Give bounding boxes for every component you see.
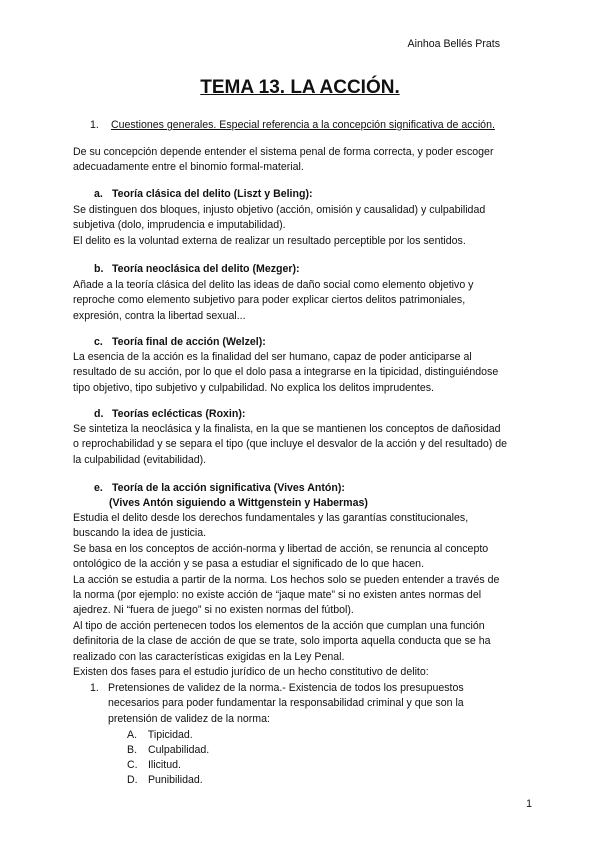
subsection-title: Teoría de la acción significativa (Vives Antón): — [111, 482, 345, 494]
subsection-letter: c. — [94, 336, 103, 348]
section-1-text: Cuestiones generales. Especial referencia a la concepción significativa de acción. — [110, 119, 495, 131]
alpha-letter: D. — [127, 774, 138, 786]
body-line: La acción se estudia a partir de la norma. Los hechos solo se pueden entender a través de — [73, 573, 500, 586]
body-line: subjetiva (dolo, imprudencia e imputabilidad). — [73, 219, 286, 232]
subsection-c-heading — [94, 335, 266, 350]
body-line: resultado de su acción, por lo que el dolo pasa a integrarse en la tipicidad, distinguiéndose — [73, 366, 499, 379]
alpha-list-item — [127, 743, 209, 758]
body-line: la norma (por ejemplo: no existe acción de “jaque mate” si no existen antes normas del — [73, 589, 482, 602]
body-line: Se sintetiza la neoclásica y la finalista, en la que se mantienen los conceptos de dañosidad — [73, 423, 501, 435]
section-1-heading — [90, 118, 495, 133]
list-number: 1. — [90, 682, 99, 694]
body-line: tipo objetivo, tipo subjetivo y culpabilidad. No explica los delitos imprudentes. — [73, 381, 434, 394]
body-line: reproche como elemento subjetivo para poder explicar ciertos delitos patrimoniales, — [73, 294, 466, 307]
body-line: la culpabilidad (evitabilidad). — [73, 453, 207, 466]
numbered-list-item — [90, 681, 530, 727]
subsection-letter: b. — [94, 263, 104, 275]
subsection-title: Teoría final de acción (Welzel): — [111, 336, 266, 348]
subsection-d-body — [73, 422, 533, 468]
body-line: Estudia el delito desde los derechos fundamentales y las garantías constitucionales, — [73, 512, 469, 524]
alpha-letter: B. — [127, 744, 138, 756]
page-title: TEMA 13. LA ACCIÓN. — [200, 77, 400, 98]
body-line: Se basa en los conceptos de acción-norma y libertad de acción, se renuncia al concepto — [73, 542, 489, 555]
body-line: expresión, contra la libertad sexual... — [73, 309, 246, 322]
body-line: buscando la idea de justicia. — [73, 527, 207, 540]
body-line: ontológico de la acción y se pasa a estudiar el significado de lo que hacen. — [73, 558, 425, 571]
list-line: Pretensiones de validez de la norma.- Existencia de todos los presupuestos — [108, 682, 464, 694]
body-line: o reprochabilidad y se separa el tipo (que incluye el desvalor de la acción y del resultado) de — [73, 438, 508, 451]
alpha-letter: A. — [127, 729, 138, 741]
subsection-e-body — [73, 511, 533, 680]
alpha-text: Tipicidad. — [147, 729, 193, 741]
body-line: Se distinguen dos bloques, injusto objetivo (acción, omisión y causalidad) y culpabilidad — [73, 204, 486, 216]
subsection-a-heading — [94, 187, 313, 202]
alpha-list-item — [127, 728, 193, 743]
alpha-text: Ilicitud. — [147, 759, 181, 771]
body-line: Existen dos fases para el estudio jurídico de un hecho constitutivo de delito: — [73, 666, 429, 679]
body-line: realizado con las características exigidas en la Ley Penal. — [73, 650, 345, 663]
intro-paragraph — [73, 145, 533, 176]
alpha-text: Punibilidad. — [147, 774, 203, 786]
alpha-text: Culpabilidad. — [147, 744, 210, 756]
subsection-c-body — [73, 350, 533, 396]
alpha-list-item — [127, 773, 203, 788]
list-line: necesarios para poder fundamentar la responsabilidad criminal y que son la — [108, 697, 464, 710]
intro-line: De su concepción depende entender el sistema penal de forma correcta, y poder escoger — [73, 146, 494, 158]
body-line: ajedrez. Ni “fuera de juego” si no existen normas del fútbol). — [73, 604, 354, 617]
subsection-e-heading — [94, 481, 345, 496]
body-line: Añade a la teoría clásica del delito las ideas de daño social como elemento objetivo y — [73, 279, 474, 291]
subsection-title: Teoría clásica del delito (Liszt y Beling): — [111, 188, 313, 200]
section-1-number: 1. — [90, 119, 99, 131]
subsection-title: Teoría neoclásica del delito (Mezger): — [111, 263, 300, 275]
body-line: La esencia de la acción es la finalidad del ser humano, capaz de poder anticiparse al — [73, 351, 472, 363]
subsection-title: Teorías eclécticas (Roxin): — [111, 408, 246, 420]
subsection-e-subheading: (Vives Antón siguiendo a Wittgenstein y Habermas) — [109, 497, 368, 509]
alpha-list-item — [127, 758, 181, 773]
subsection-letter: d. — [94, 408, 104, 420]
subsection-d-heading — [94, 407, 245, 422]
subsection-letter: a. — [94, 188, 103, 200]
subsection-b-body — [73, 278, 533, 324]
body-line: Al tipo de acción pertenecen todos los elementos de la acción que cumplan una función — [73, 619, 485, 632]
list-line: pretensión de validez de la norma: — [108, 712, 270, 725]
subsection-b-heading — [94, 262, 300, 277]
page-number: 1 — [526, 798, 532, 810]
body-line: definitoria de la clase de acción de que se trate, solo importa aquella conducta que se ha — [73, 635, 491, 648]
subsection-a-body — [73, 203, 533, 249]
body-line: El delito es la voluntad externa de realizar un resultado perceptible por los sentidos. — [73, 234, 466, 247]
alpha-letter: C. — [127, 759, 138, 771]
subsection-letter: e. — [94, 482, 103, 494]
intro-line: adecuadamente entre el binomio formal-material. — [73, 161, 304, 174]
author-header: Ainhoa Bellés Prats — [407, 38, 500, 50]
